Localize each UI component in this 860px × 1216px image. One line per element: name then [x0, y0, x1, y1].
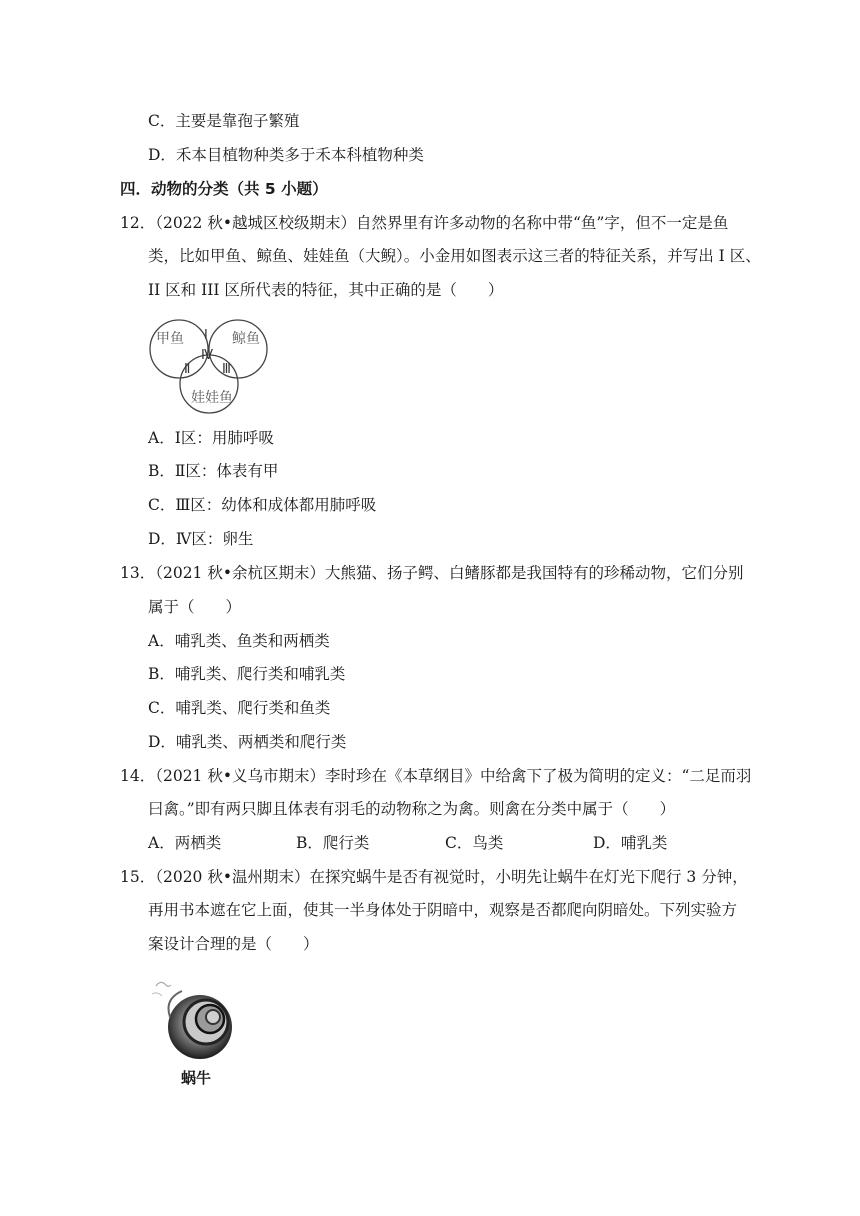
snail-image	[148, 972, 248, 1062]
question-12-option-b: B．Ⅱ区：体表有甲	[148, 462, 279, 480]
venn-diagram	[148, 316, 274, 416]
question-14-option-c: C．鸟类	[445, 834, 504, 852]
venn-region-4: Ⅳ	[201, 348, 213, 363]
venn-region-2: Ⅱ	[184, 362, 191, 377]
question-15-line-2: 再用书本遮在它上面，使其一半身体处于阴暗中，观察是否都爬向阴暗处。下列实验方	[148, 901, 738, 919]
question-12-option-a: A．Ⅰ区：用肺呼吸	[148, 429, 274, 447]
venn-label-b: 鲸鱼	[232, 331, 260, 347]
option-d: D．禾本目植物种类多于禾本科植物种类	[148, 146, 424, 164]
question-12-option-c: C．Ⅲ区：幼体和成体都用肺呼吸	[148, 496, 377, 514]
venn-label-a: 甲鱼	[156, 331, 184, 347]
question-13-line-2: 属于（ ）	[148, 598, 242, 616]
question-13-option-d: D．哺乳类、两栖类和爬行类	[148, 733, 347, 751]
figure-caption: 蜗牛	[181, 1069, 212, 1087]
question-13-line-1: 13．（2021 秋•余杭区期末）大熊猫、扬子鳄、白鳍豚都是我国特有的珍稀动物，它们分别	[120, 564, 744, 582]
question-13-option-c: C．哺乳类、爬行类和鱼类	[148, 699, 331, 717]
question-12-line-2: 类，比如甲鱼、鲸鱼、娃娃鱼（大鲵）。小金用如图表示这三者的特征关系，并写出 I 区、	[148, 247, 761, 265]
question-13-option-b: B．哺乳类、爬行类和哺乳类	[148, 665, 346, 683]
venn-label-c: 娃娃鱼	[191, 390, 233, 406]
question-15-line-3: 案设计合理的是（ ）	[148, 935, 319, 953]
question-15-line-1: 15．（2020 秋•温州期末）在探究蜗牛是否有视觉时，小明先让蜗牛在灯光下爬行 3 分钟，	[120, 868, 748, 886]
venn-circle-a	[150, 320, 208, 378]
question-13-option-a: A．哺乳类、鱼类和两栖类	[148, 632, 330, 650]
venn-circle-b	[209, 320, 267, 378]
question-14-option-b: B．爬行类	[296, 834, 370, 852]
question-12-line-3: II 区和 III 区所代表的特征，其中正确的是（ ）	[148, 281, 504, 299]
question-14-line-2: 曰禽。”即有两只脚且体表有羽毛的动物称之为禽。则禽在分类中属于（ ）	[148, 800, 676, 818]
question-12-option-d: D．Ⅳ区：卵生	[148, 530, 254, 548]
venn-region-3: Ⅲ	[222, 362, 231, 377]
question-14-option-a: A．两栖类	[148, 834, 222, 852]
option-c: C．主要是靠孢子繁殖	[148, 112, 300, 130]
section-title: 四．动物的分类（共 5 小题）	[120, 180, 328, 198]
question-14-option-d: D．哺乳类	[593, 834, 668, 852]
question-14-line-1: 14．（2021 秋•义乌市期末）李时珍在《本草纲目》中给禽下了极为简明的定义：“二足而羽	[120, 767, 752, 785]
question-12-line-1: 12．（2022 秋•越城区校级期末）自然界里有许多动物的名称中带“鱼”字，但不一定是鱼	[120, 214, 729, 232]
venn-region-1: Ⅰ	[204, 328, 208, 343]
